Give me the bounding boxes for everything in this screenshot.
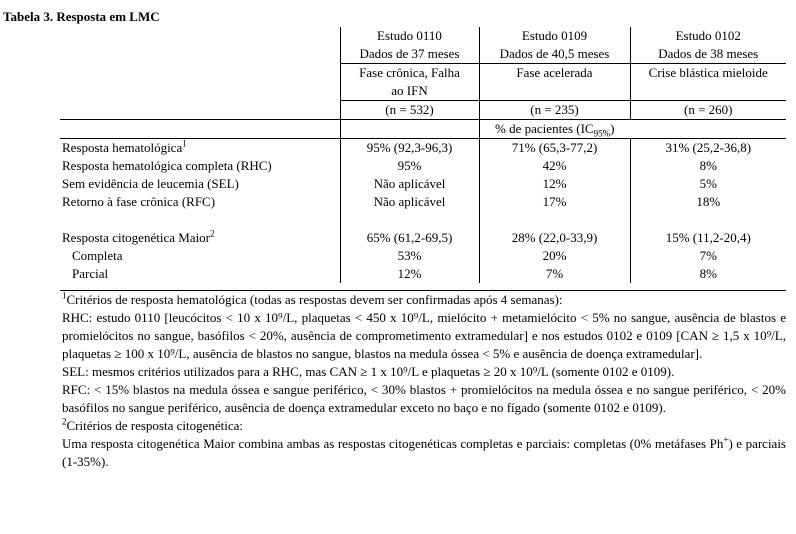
header-row-study <box>60 27 786 45</box>
col-study-0110: Estudo 0110 <box>340 27 479 45</box>
table-row <box>60 157 786 175</box>
cell: 15% (11,2-20,4) <box>630 229 786 247</box>
row-label: Sem evidência de leucemia (SEL) <box>62 176 239 191</box>
row-label: Retorno à fase crônica (RFC) <box>62 194 216 209</box>
cell: 53% <box>340 247 479 265</box>
pct-header: % de pacientes $(IC_{95\%})$ <box>479 120 630 139</box>
cell: 7% <box>630 247 786 265</box>
header-row-pct <box>60 120 786 139</box>
col-duration-0109: Dados de 40,5 meses <box>479 45 630 64</box>
cell: 42% <box>479 157 630 175</box>
table-row <box>60 247 786 265</box>
cell: Não aplicável <box>340 193 479 211</box>
row-label: Resposta hematológica <box>62 140 183 155</box>
cell: 95% (92,3-96,3) <box>340 139 479 158</box>
footnote-sel: SEL: mesmos critérios utilizados para a RHC, mas CAN ≥ 1 x 10⁹/L e plaquetas ≥ 20 x 10⁹/L (somente 0102 e 0109). <box>62 364 675 379</box>
cell: 12% <box>479 175 630 193</box>
spacer-row <box>60 211 786 229</box>
footnote-cytogenetic: Uma resposta citogenética Maior combina ambas as respostas citogenéticas completas e parciais: completas (0% metáfases Ph+) e parciais (1-35%). <box>62 434 786 469</box>
row-label: Resposta citogenética Maior <box>62 230 211 245</box>
cell: 12% <box>340 265 479 283</box>
table-row <box>60 265 786 283</box>
row-label: Resposta hematológica completa (RHC) <box>62 158 272 173</box>
cell: 5% <box>630 175 786 193</box>
cell: 8% <box>630 157 786 175</box>
row-label: Completa <box>72 248 123 263</box>
footnote-2-title: $^2$Critérios de resposta citogenética: <box>62 416 244 433</box>
col-study-0102: Estudo 0102 <box>630 27 786 45</box>
table-row: Resposta hematológica$^1$ 95% (92,3-96,3) 71% (65,3-77,2) 31% (25,2-36,8) <box>60 139 786 158</box>
col-duration-0102: Dados de 38 meses <box>630 45 786 64</box>
footnote-rhc: RHC: estudo 0110 [leucócitos < 10 x 10⁹/L, plaquetas < 450 x 10⁹/L, mielócito + metamielócito < 5% no sangue, ausência de blastos e promielócitos no sangue, basófilos < 20%, ausência de comprometimento extramedular] e nos estudos 0102 e 0109 [CAN ≥ 1,5 x 10⁹/L, plaquetas ≥ 100 x 10⁹/L, ausência de blastos no sangue, blastos na medula óssea < 5% e ausência de doença extramedular]. <box>62 310 786 361</box>
col-n-0109: (n = 235) <box>479 101 630 120</box>
col-phase-0109: Fase acelerada <box>479 64 630 101</box>
cell: Não aplicável <box>340 175 479 193</box>
col-n-0102: (n = 260) <box>630 101 786 120</box>
cell: 20% <box>479 247 630 265</box>
cell: 31% (25,2-36,8) <box>630 139 786 158</box>
col-n-0110: (n = 532) <box>340 101 479 120</box>
cell: 71% (65,3-77,2) <box>479 139 630 158</box>
col-study-0109: Estudo 0109 <box>479 27 630 45</box>
table-row <box>60 175 786 193</box>
cell: 28% (22,0-33,9) <box>479 229 630 247</box>
cell: 17% <box>479 193 630 211</box>
cell: 7% <box>479 265 630 283</box>
cell: 95% <box>340 157 479 175</box>
table-row: Resposta citogenética Maior$^2$ 65% (61,2-69,5) 28% (22,0-33,9) 15% (11,2-20,4) <box>60 229 786 247</box>
col-duration-0110: Dados de 37 meses <box>340 45 479 64</box>
footnote-rfc: RFC: < 15% blastos na medula óssea e sangue periférico, < 30% blastos + promielócitos na medula óssea e no sangue periférico, < 20% basófilos no sangue periférico, ausência de doença extramedular exceto no baço e no fígado (somente 0102 e 0109). <box>62 382 786 415</box>
col-phase-0102: Crise blástica mieloide <box>630 64 786 101</box>
footnote-1-title: $^1$Critérios de resposta hematológica (todas as respostas devem ser confirmadas após 4 semanas): <box>62 290 563 307</box>
cell: 18% <box>630 193 786 211</box>
header-row-n <box>60 101 786 120</box>
row-label: Parcial <box>72 266 109 281</box>
col-phase-0110: Fase crônica, Falha ao IFN <box>340 64 479 101</box>
header-row-phase <box>60 64 786 101</box>
cell: 65% (61,2-69,5) <box>340 229 479 247</box>
response-table <box>60 27 786 283</box>
footnotes <box>60 290 786 471</box>
cell: 8% <box>630 265 786 283</box>
header-row-duration <box>60 45 786 64</box>
table-row <box>60 193 786 211</box>
table-title: Tabela 3. Resposta em LMC <box>3 9 160 24</box>
